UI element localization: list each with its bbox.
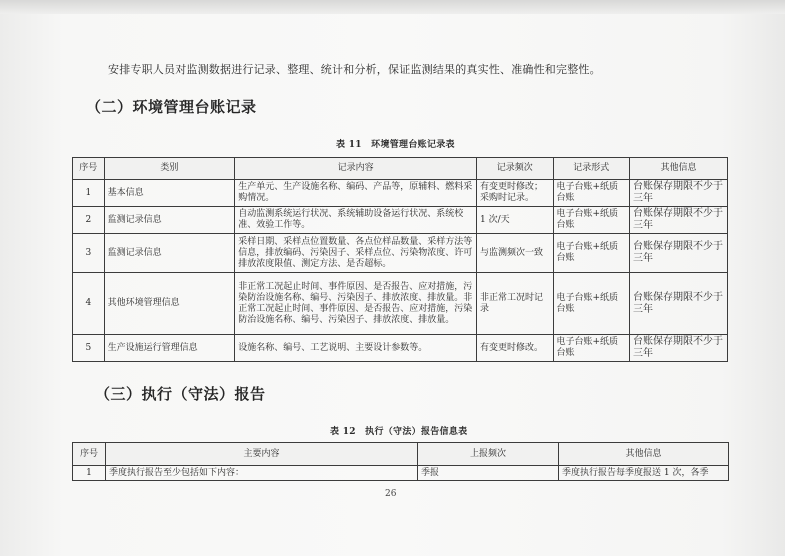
col-header-content: 主要内容 [106, 443, 418, 466]
table-row [73, 466, 729, 481]
scan-edge [0, 0, 785, 14]
cell-frequency: 1 次/天 [477, 207, 554, 234]
cell-other: 台账保存期限不少于三年 [630, 234, 728, 273]
cell-category: 基本信息 [104, 180, 235, 207]
cell-content: 设施名称、编号、工艺说明、主要设计参数等。 [235, 335, 477, 362]
cell-frequency: 与监测频次一致 [477, 234, 554, 273]
cell-no: 1 [73, 466, 106, 481]
cell-content: 生产单元、生产设施名称、编码、产品等，原辅料、燃料采购情况。 [235, 180, 477, 207]
cell-category: 监测记录信息 [104, 207, 235, 234]
cell-other: 台账保存期限不少于三年 [630, 273, 728, 335]
table12-caption: 表 12 执行（守法）报告信息表 [330, 427, 468, 437]
table-header-row [73, 158, 728, 180]
cell-no: 4 [73, 273, 105, 335]
cell-no: 1 [73, 180, 105, 207]
cell-category: 其他环境管理信息 [104, 273, 235, 335]
cell-form: 电子台账+纸质台账 [553, 273, 630, 335]
cell-content: 季度执行报告至少包括如下内容： [106, 466, 418, 481]
table-row [73, 273, 728, 335]
cell-frequency: 有变更时修改；采购时记录。 [477, 180, 554, 207]
cell-category: 监测记录信息 [104, 234, 235, 273]
cell-frequency: 季报 [418, 466, 559, 481]
cell-content: 采样日期、采样点位置数量、各点位样品数量、采样方法等信息，排放编码、污染因子、采样点位、污染物浓度、许可排放浓度限值、测定方法、是否超标。 [235, 234, 477, 273]
table-header-row [73, 443, 729, 466]
col-header-content: 记录内容 [235, 158, 477, 180]
cell-other: 台账保存期限不少于三年 [630, 180, 728, 207]
col-header-frequency: 记录频次 [477, 158, 554, 180]
cell-no: 2 [73, 207, 105, 234]
col-header-other: 其他信息 [630, 158, 728, 180]
cell-other: 季度执行报告每季度报送 1 次，各季 [559, 466, 729, 481]
ledger-table [72, 157, 728, 362]
table-row [73, 335, 728, 362]
cell-other: 台账保存期限不少于三年 [630, 207, 728, 234]
table-row [73, 234, 728, 273]
table11-caption: 表 11 环境管理台账记录表 [336, 140, 455, 150]
page-number: 26 [385, 489, 397, 499]
cell-no: 3 [73, 234, 105, 273]
col-header-other: 其他信息 [559, 443, 729, 466]
cell-frequency: 有变更时修改。 [477, 335, 554, 362]
col-header-category: 类别 [104, 158, 235, 180]
col-header-no: 序号 [73, 443, 106, 466]
cell-form: 电子台账+纸质台账 [553, 335, 630, 362]
cell-no: 5 [73, 335, 105, 362]
cell-form: 电子台账+纸质台账 [553, 234, 630, 273]
cell-content: 非正常工况起止时间、事件原因、是否报告、应对措施，污染防治设施名称、编号、污染因子、排放浓度、排放量。非正常工况起止时间、事件原因、是否报告、应对措施，污染防治设施名称、编号、污染因子、排放浓度、排放量。 [235, 273, 477, 335]
cell-content: 自动监测系统运行状况、系统辅助设备运行状况、系统校准、效验工作等。 [235, 207, 477, 234]
report-table [72, 442, 729, 481]
cell-form: 电子台账+纸质台账 [553, 207, 630, 234]
cell-frequency: 非正常工况时记录 [477, 273, 554, 335]
intro-paragraph: 安排专职人员对监测数据进行记录、整理、统计和分析，保证监测结果的真实性、准确性和完整性。 [108, 63, 601, 76]
table-row [73, 207, 728, 234]
col-header-no: 序号 [73, 158, 105, 180]
section-heading-report: （三）执行（守法）报告 [95, 385, 266, 403]
col-header-frequency: 上报频次 [418, 443, 559, 466]
cell-other: 台账保存期限不少于三年 [630, 335, 728, 362]
section-heading-ledger: （二）环境管理台账记录 [86, 98, 257, 116]
cell-category: 生产设施运行管理信息 [104, 335, 235, 362]
cell-form: 电子台账+纸质台账 [553, 180, 630, 207]
col-header-form: 记录形式 [553, 158, 630, 180]
table-row [73, 180, 728, 207]
